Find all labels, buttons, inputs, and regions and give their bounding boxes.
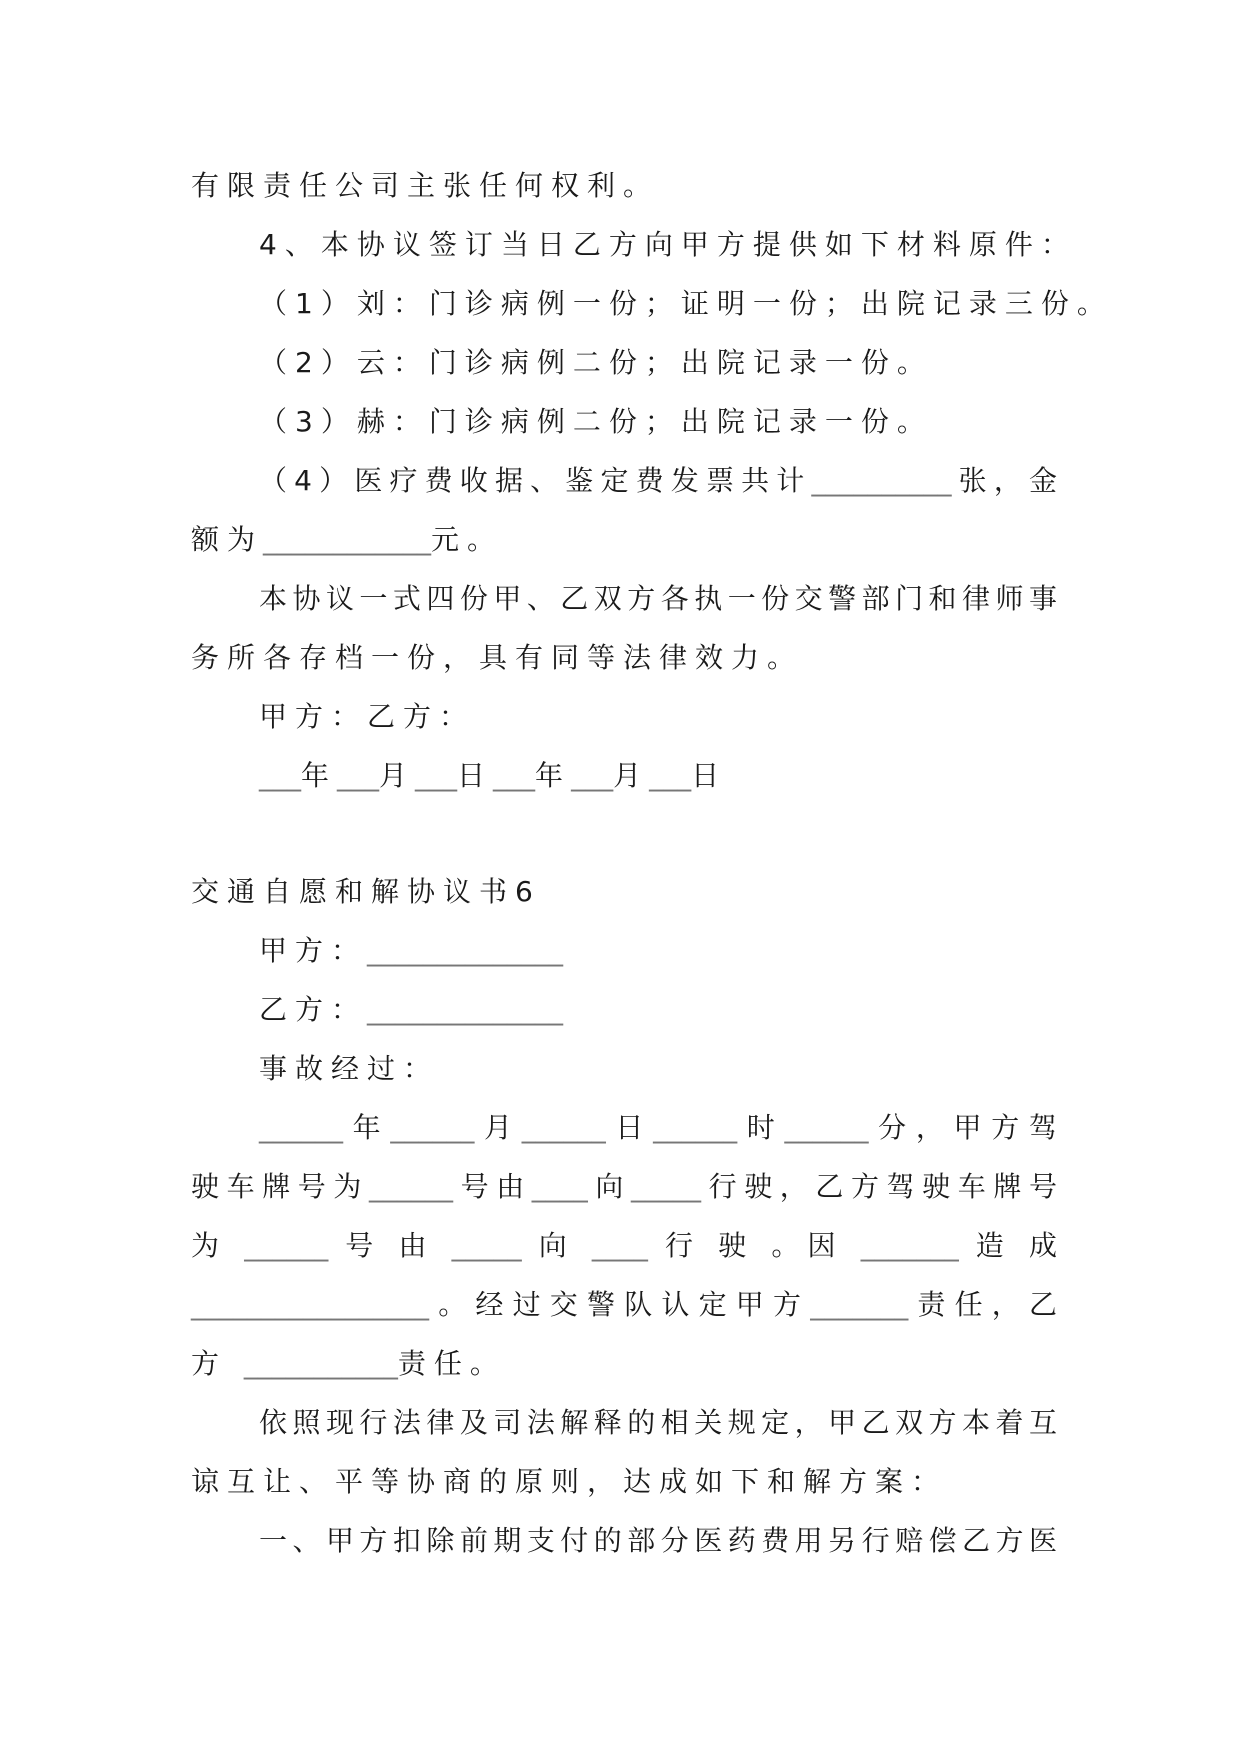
signature-dates: ___年___月___日___年___月___日 xyxy=(259,759,728,792)
blank-fill-line: _____ xyxy=(451,1229,522,1262)
accident-line: ______年______月______日______时______分，甲方驾 xyxy=(259,1111,1057,1144)
paragraph-line: 有限责任公司主张任何权利。 xyxy=(191,169,660,202)
blank-fill-line: ___________ xyxy=(243,1347,398,1380)
blank-fill-line: ___ xyxy=(337,759,380,792)
amount-line: 额为____________元。 xyxy=(191,523,504,556)
basis-paragraph: 依照现行法律及司法解释的相关规定，甲乙双方本着互 xyxy=(259,1406,1057,1439)
accident-line: _________________。经过交警队认定甲方_______责任，乙 xyxy=(191,1288,1057,1321)
blank-fill-line: ______ xyxy=(259,1111,343,1144)
material-item-3: （3）赫：门诊病例二份；出院记录一份。 xyxy=(259,405,933,438)
blank-fill-line: _______ xyxy=(860,1229,959,1262)
blank-fill-line: ___ xyxy=(259,759,301,792)
blank-fill-line: ______ xyxy=(521,1111,606,1144)
blank-fill-line: ______________ xyxy=(367,993,564,1026)
accident-line: 方 ___________责任。 xyxy=(191,1347,506,1380)
blank-fill-line: __________ xyxy=(811,464,952,497)
blank-fill-line: ___ xyxy=(571,759,614,792)
blank-fill-line: ______ xyxy=(653,1111,738,1144)
accident-heading: 事故经过： xyxy=(259,1052,440,1085)
blank-fill-line: ______________ xyxy=(367,934,564,967)
blank-fill-line: _____ xyxy=(631,1170,701,1203)
blank-fill-line: ______ xyxy=(369,1170,453,1203)
spacer xyxy=(191,809,1057,866)
copies-paragraph-cont: 务所各存档一份，具有同等法律效力。 xyxy=(191,641,804,674)
party-b-field: 乙方：______________ xyxy=(259,993,564,1026)
material-item-4: （4）医疗费收据、鉴定费发票共计__________张，金 xyxy=(259,464,1057,497)
blank-fill-line: ___ xyxy=(415,759,458,792)
clause-4-line: 4、本协议签订当日乙方向甲方提供如下材料原件： xyxy=(259,228,1077,261)
material-item-2: （2）云：门诊病例二份；出院记录一份。 xyxy=(259,346,933,379)
blank-fill-line: ____ xyxy=(591,1229,648,1262)
party-a-field: 甲方：______________ xyxy=(259,934,564,967)
basis-paragraph-cont: 谅互让、平等协商的原则，达成如下和解方案： xyxy=(191,1465,948,1498)
accident-line: 驶车牌号为______号由____向_____行驶，乙方驾驶车牌号 xyxy=(191,1170,1057,1203)
clause-1-line: 一、甲方扣除前期支付的部分医药费用另行赔偿乙方医 xyxy=(259,1524,1057,1557)
blank-fill-line: ___ xyxy=(649,759,692,792)
document-page xyxy=(191,160,1113,1574)
copies-paragraph: 本协议一式四份甲、乙双方各执一份交警部门和律师事 xyxy=(259,582,1057,615)
blank-fill-line: ___ xyxy=(493,759,536,792)
blank-fill-line: ______ xyxy=(784,1111,869,1144)
section-title: 交通自愿和解协议书6 xyxy=(191,875,541,908)
blank-fill-line: _________________ xyxy=(191,1288,429,1321)
blank-fill-line: ______ xyxy=(390,1111,475,1144)
blank-fill-line: ______ xyxy=(244,1229,329,1262)
blank-fill-line: _______ xyxy=(810,1288,909,1321)
accident-line: 为 ______ 号 由 _____ 向 ____ 行 驶 。因 _______ 造 成 xyxy=(191,1229,1057,1262)
material-item-1: （1）刘：门诊病例一份；证明一份；出院记录三份。 xyxy=(259,287,1113,320)
blank-fill-line: ____________ xyxy=(263,523,432,556)
blank-fill-line: ____ xyxy=(531,1170,588,1203)
signature-parties: 甲方：乙方： xyxy=(259,700,476,733)
